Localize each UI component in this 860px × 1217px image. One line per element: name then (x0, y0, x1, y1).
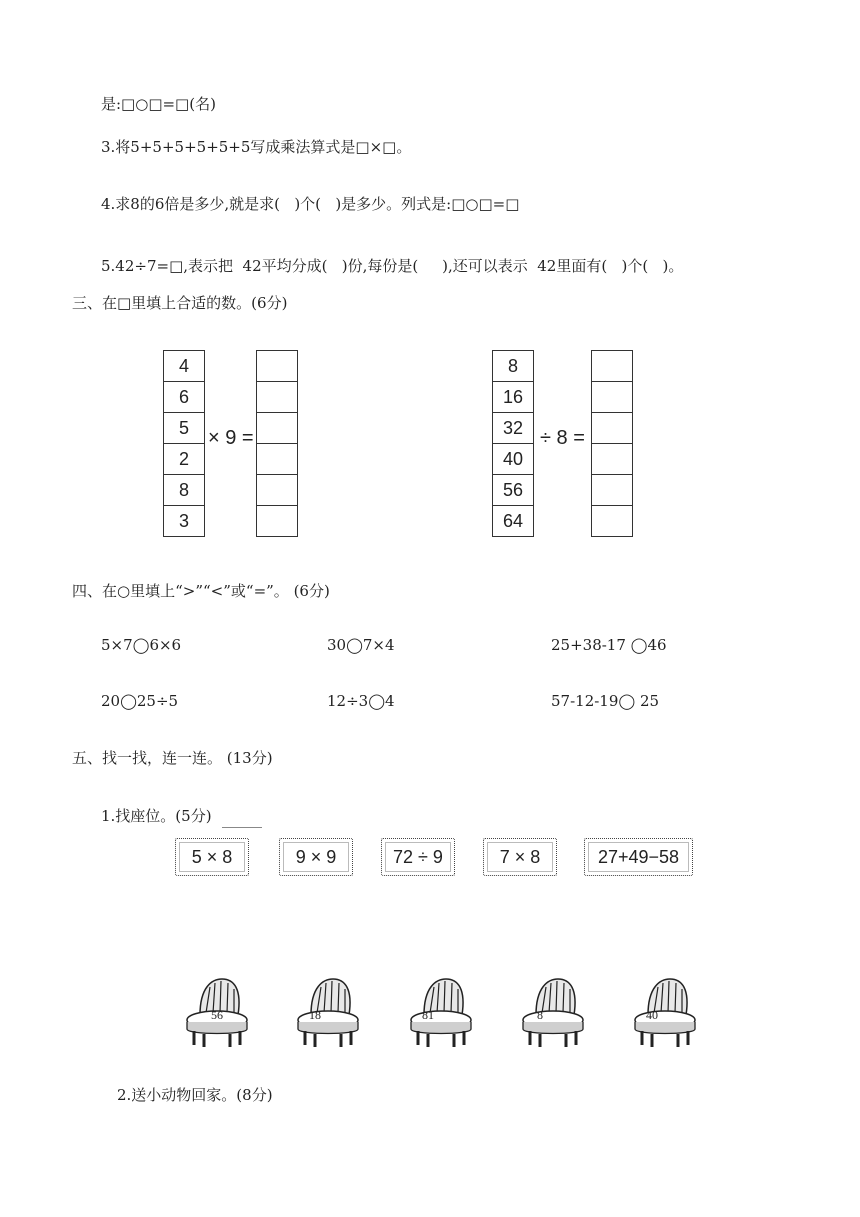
answer-box[interactable] (257, 475, 298, 506)
right-number-column (492, 350, 534, 537)
left-number-column (163, 350, 205, 537)
expression-card[interactable]: 27+49−58 (584, 838, 693, 876)
question-3: 3.将5+5+5+5+5+5写成乘法算式是□×□。 (101, 138, 412, 156)
left-cell: 5 (164, 413, 205, 444)
left-cell: 3 (164, 506, 205, 537)
compare-item[interactable]: 12÷3◯4 (327, 692, 395, 710)
expression-card[interactable]: 5 × 8 (175, 838, 249, 876)
compare-item[interactable]: 30◯7×4 (327, 636, 395, 654)
right-cell: 16 (493, 382, 534, 413)
question-find-seat: 1.找座位。(5分) (101, 807, 212, 825)
chair-number: 56 (211, 1008, 223, 1022)
compare-item[interactable]: 57-12-19◯ 25 (551, 692, 660, 710)
right-cell: 32 (493, 413, 534, 444)
question-4: 4.求8的6倍是多少,就是求( )个( )是多少。列式是:□○□=□ (101, 195, 520, 213)
answer-box[interactable] (592, 351, 633, 382)
expression-card[interactable]: 9 × 9 (279, 838, 353, 876)
answer-box[interactable] (592, 413, 633, 444)
answer-box[interactable] (257, 413, 298, 444)
compare-item[interactable]: 25+38-17 ◯46 (551, 636, 667, 654)
compare-item[interactable]: 20◯25÷5 (101, 692, 179, 710)
left-cell: 8 (164, 475, 205, 506)
left-cell: 4 (164, 351, 205, 382)
expression-card[interactable]: 72 ÷ 9 (381, 838, 455, 876)
answer-box[interactable] (592, 382, 633, 413)
right-cell: 56 (493, 475, 534, 506)
divider (222, 827, 262, 828)
question-send-animals-home: 2.送小动物回家。(8分) (117, 1086, 273, 1104)
multiply-operator: × 9 = (208, 427, 254, 449)
answer-box[interactable] (257, 351, 298, 382)
expression-card[interactable]: 7 × 8 (483, 838, 557, 876)
chair-number: 81 (422, 1008, 434, 1022)
section-5-title: 五、找一找，连一连。 (13分) (72, 749, 273, 767)
section-3-title: 三、在□里填上合适的数。(6分) (72, 294, 288, 312)
divide-operator: ÷ 8 = (540, 427, 585, 449)
section-4-title: 四、在○里填上“>”“<”或“=”。 (6分) (72, 582, 330, 600)
question-2-tail: 是:□○□=□(名) (101, 95, 216, 113)
right-cell: 8 (493, 351, 534, 382)
right-answer-column (591, 350, 633, 537)
answer-box[interactable] (592, 506, 633, 537)
right-cell: 40 (493, 444, 534, 475)
answer-box[interactable] (592, 475, 633, 506)
left-answer-column (256, 350, 298, 537)
right-cell: 64 (493, 506, 534, 537)
answer-box[interactable] (257, 506, 298, 537)
answer-box[interactable] (257, 382, 298, 413)
answer-box[interactable] (592, 444, 633, 475)
chair-number: 18 (309, 1008, 321, 1022)
chair-number: 8 (537, 1008, 543, 1022)
question-5: 5.42÷7=□,表示把 42平均分成( )份,每份是( ),还可以表示 42里面有( )个( )。 (101, 257, 684, 275)
left-cell: 6 (164, 382, 205, 413)
chair-number: 40 (646, 1008, 658, 1022)
compare-item[interactable]: 5×7◯6×6 (101, 636, 182, 654)
answer-box[interactable] (257, 444, 298, 475)
left-cell: 2 (164, 444, 205, 475)
